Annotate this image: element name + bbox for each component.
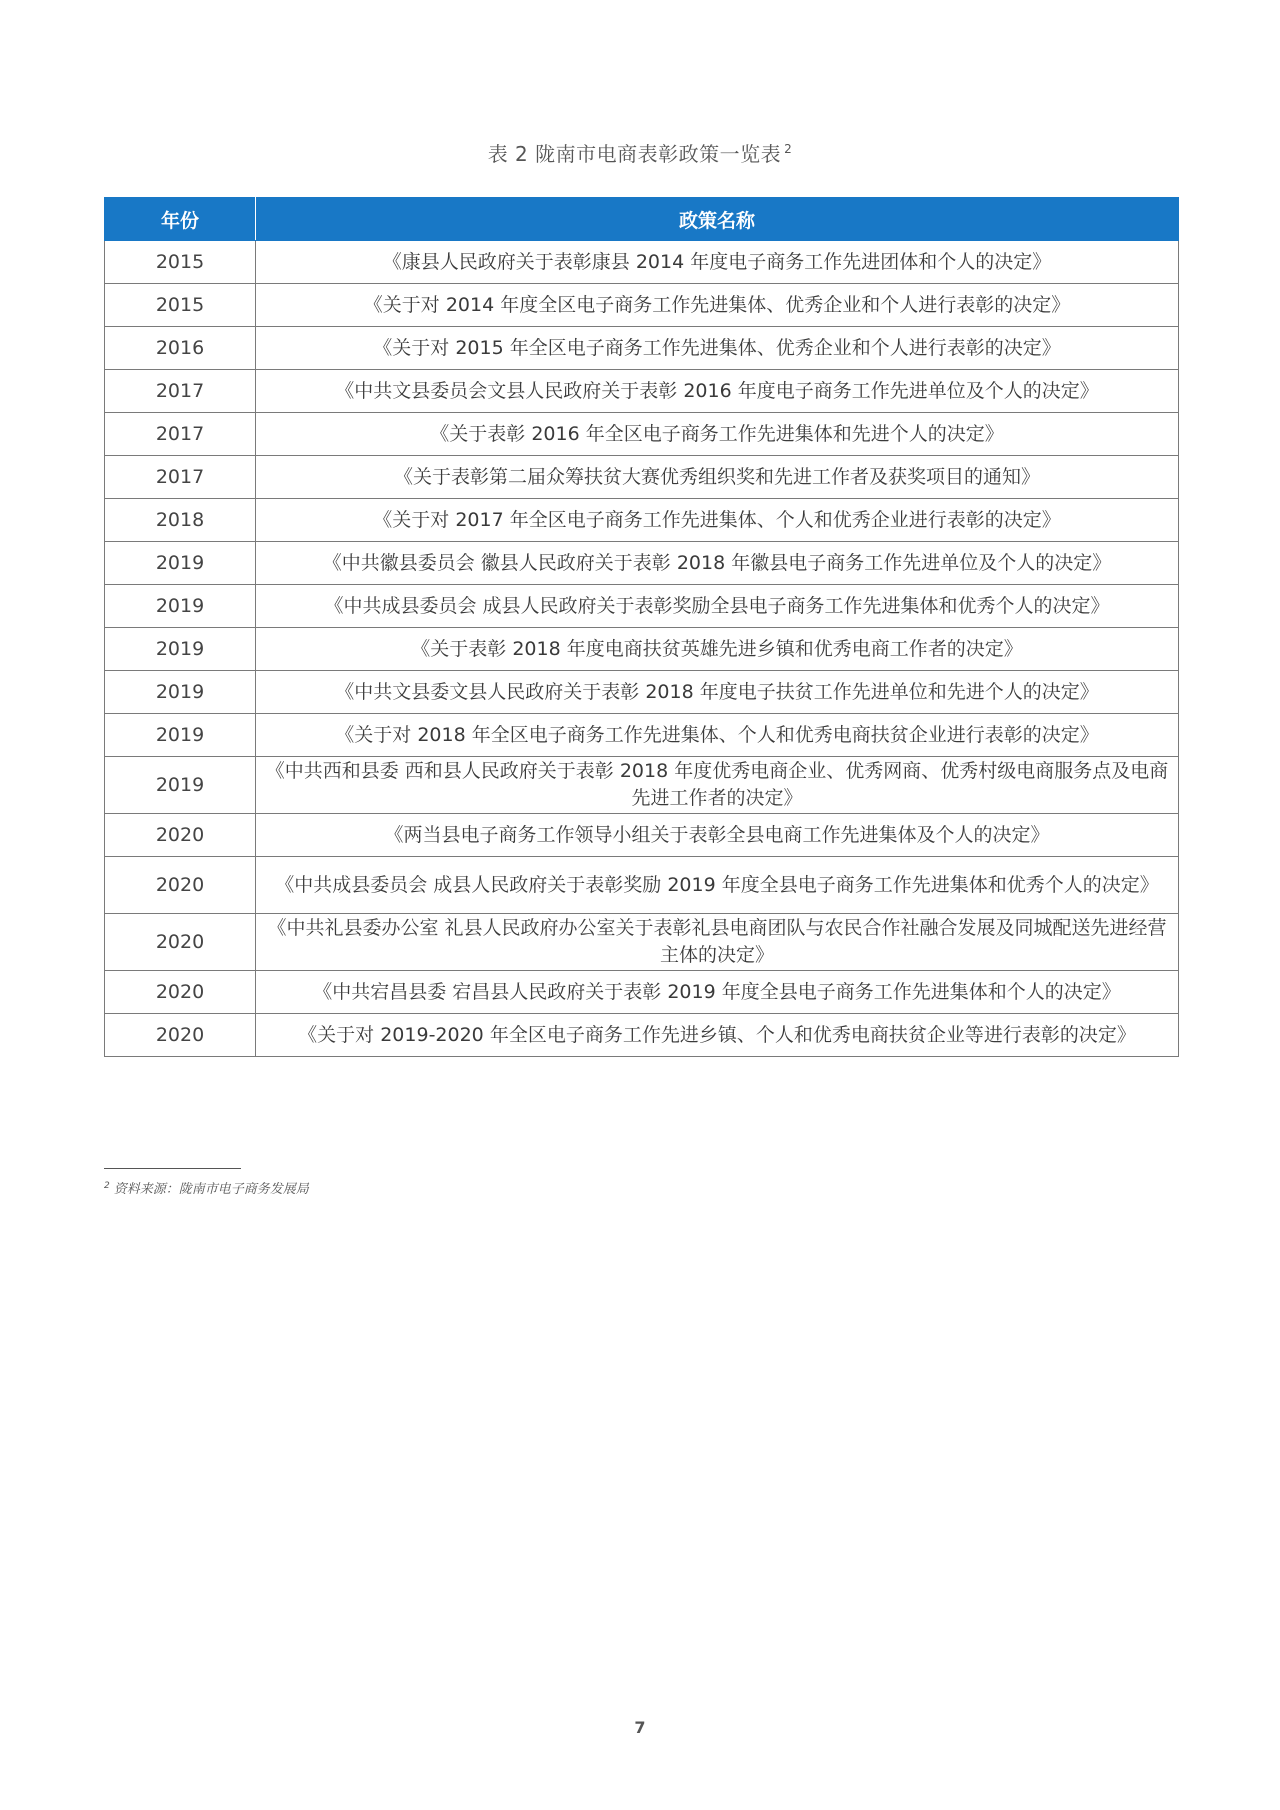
table-row	[105, 413, 1179, 456]
cell-policy-name: 《康县人民政府关于表彰康县 2014 年度电子商务工作先进团体和个人的决定》	[256, 241, 1179, 284]
cell-year: 2016	[105, 327, 256, 370]
cell-policy-name: 《关于对 2018 年全区电子商务工作先进集体、个人和优秀电商扶贫企业进行表彰的决定》	[256, 714, 1179, 757]
table-row	[105, 370, 1179, 413]
footnote-divider	[104, 1168, 241, 1169]
table-row	[105, 814, 1179, 857]
cell-policy-name: 《中共成县委员会 成县人民政府关于表彰奖励 2019 年度全县电子商务工作先进集体和优秀个人的决定》	[256, 857, 1179, 914]
cell-policy-name: 《中共徽县委员会 徽县人民政府关于表彰 2018 年徽县电子商务工作先进单位及个人的决定》	[256, 542, 1179, 585]
cell-policy-name: 《中共西和县委 西和县人民政府关于表彰 2018 年度优秀电商企业、优秀网商、优秀村级电商服务点及电商先进工作者的决定》	[256, 757, 1179, 814]
cell-policy-name: 《中共宕昌县委 宕昌县人民政府关于表彰 2019 年度全县电子商务工作先进集体和个人的决定》	[256, 971, 1179, 1014]
cell-policy-name: 《中共文县委文县人民政府关于表彰 2018 年度电子扶贫工作先进单位和先进个人的决定》	[256, 671, 1179, 714]
policy-table	[104, 197, 1179, 1057]
cell-year: 2020	[105, 914, 256, 971]
footnote-text: 资料来源：陇南市电子商务发展局	[113, 1182, 309, 1197]
footnote-number: 2	[104, 1180, 110, 1191]
cell-year: 2019	[105, 585, 256, 628]
cell-year: 2019	[105, 671, 256, 714]
cell-year: 2015	[105, 241, 256, 284]
table-row	[105, 914, 1179, 971]
table-row	[105, 628, 1179, 671]
cell-year: 2020	[105, 814, 256, 857]
cell-year: 2015	[105, 284, 256, 327]
table-row	[105, 857, 1179, 914]
cell-year: 2017	[105, 456, 256, 499]
footnote	[104, 1178, 309, 1197]
table-row	[105, 714, 1179, 757]
cell-year: 2017	[105, 413, 256, 456]
cell-policy-name: 《中共礼县委办公室 礼县人民政府办公室关于表彰礼县电商团队与农民合作社融合发展及同城配送先进经营主体的决定》	[256, 914, 1179, 971]
cell-year: 2018	[105, 499, 256, 542]
caption-text: 表 2 陇南市电商表彰政策一览表	[487, 142, 782, 166]
cell-year: 2019	[105, 542, 256, 585]
table-row	[105, 757, 1179, 814]
cell-policy-name: 《关于表彰第二届众筹扶贫大赛优秀组织奖和先进工作者及获奖项目的通知》	[256, 456, 1179, 499]
cell-year: 2017	[105, 370, 256, 413]
cell-year: 2020	[105, 971, 256, 1014]
table-caption	[0, 138, 1280, 167]
table-row	[105, 585, 1179, 628]
table-header-row	[105, 198, 1179, 241]
table-row	[105, 1014, 1179, 1057]
table-row	[105, 284, 1179, 327]
table-row	[105, 456, 1179, 499]
cell-year: 2020	[105, 1014, 256, 1057]
cell-policy-name: 《中共成县委员会 成县人民政府关于表彰奖励全县电子商务工作先进集体和优秀个人的决定》	[256, 585, 1179, 628]
header-year: 年份	[105, 198, 256, 241]
table-row	[105, 241, 1179, 284]
cell-policy-name: 《两当县电子商务工作领导小组关于表彰全县电商工作先进集体及个人的决定》	[256, 814, 1179, 857]
cell-policy-name: 《关于对 2017 年全区电子商务工作先进集体、个人和优秀企业进行表彰的决定》	[256, 499, 1179, 542]
header-policy-name: 政策名称	[256, 198, 1179, 241]
cell-year: 2019	[105, 714, 256, 757]
table-row	[105, 542, 1179, 585]
caption-footnote-ref: 2	[784, 142, 793, 157]
table-row	[105, 327, 1179, 370]
table-row	[105, 499, 1179, 542]
table-row	[105, 971, 1179, 1014]
cell-policy-name: 《关于对 2015 年全区电子商务工作先进集体、优秀企业和个人进行表彰的决定》	[256, 327, 1179, 370]
cell-year: 2020	[105, 857, 256, 914]
table-row	[105, 671, 1179, 714]
cell-year: 2019	[105, 628, 256, 671]
cell-policy-name: 《中共文县委员会文县人民政府关于表彰 2016 年度电子商务工作先进单位及个人的决定》	[256, 370, 1179, 413]
cell-policy-name: 《关于表彰 2016 年全区电子商务工作先进集体和先进个人的决定》	[256, 413, 1179, 456]
page-number: 7	[634, 1718, 646, 1737]
cell-policy-name: 《关于表彰 2018 年度电商扶贫英雄先进乡镇和优秀电商工作者的决定》	[256, 628, 1179, 671]
cell-policy-name: 《关于对 2019-2020 年全区电子商务工作先进乡镇、个人和优秀电商扶贫企业等进行表彰的决定》	[256, 1014, 1179, 1057]
cell-year: 2019	[105, 757, 256, 814]
cell-policy-name: 《关于对 2014 年度全区电子商务工作先进集体、优秀企业和个人进行表彰的决定》	[256, 284, 1179, 327]
